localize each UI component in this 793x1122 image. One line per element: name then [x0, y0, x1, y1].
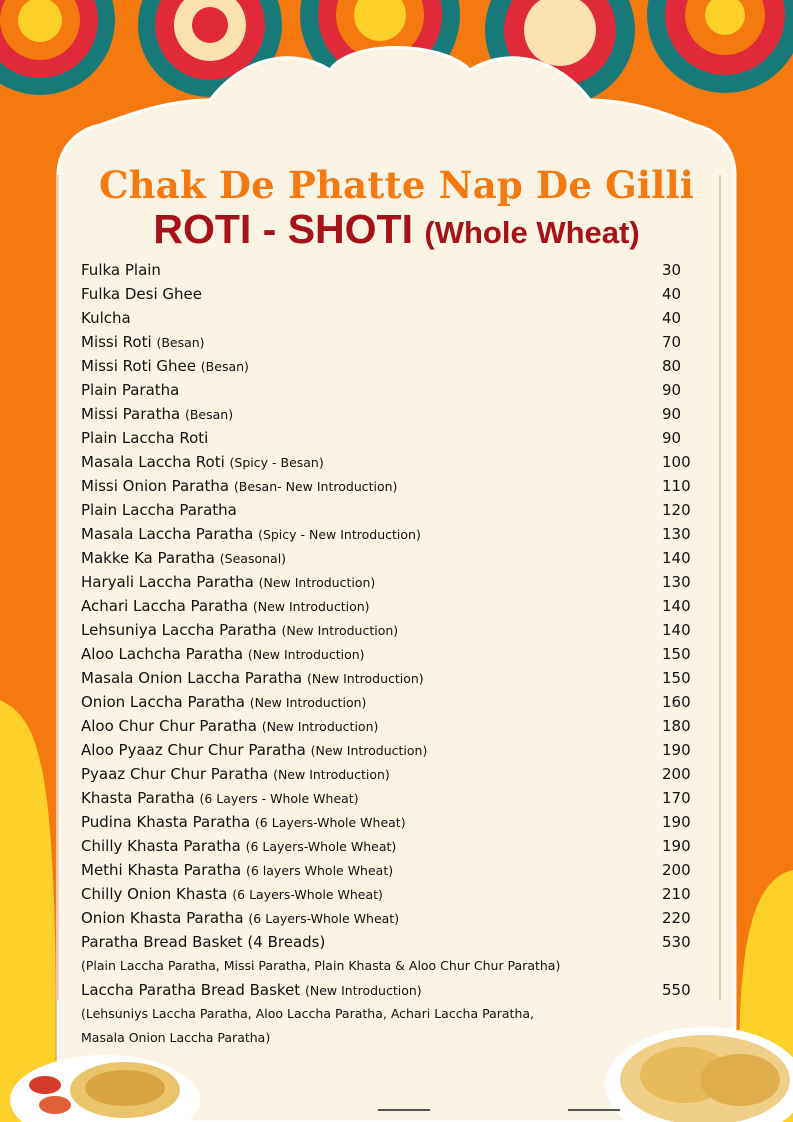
- section-title-text: ROTI - SHOTI: [153, 206, 413, 252]
- menu-item: [81, 714, 696, 738]
- menu-item-note: (Besan- New Introduction): [233, 479, 398, 494]
- menu-item-note: (6 Layers-Whole Wheat): [254, 815, 406, 830]
- menu-item-name: Kulcha: [81, 309, 131, 327]
- menu-item-name: Aloo Pyaaz Chur Chur Paratha: [81, 741, 306, 759]
- menu-item-name: Plain Paratha: [81, 381, 180, 399]
- menu-item: [81, 930, 696, 954]
- menu-item-price: 140: [662, 549, 691, 567]
- menu-item: [81, 978, 696, 1002]
- menu-item: [81, 618, 696, 642]
- menu-item-note: (New Introduction): [273, 767, 390, 782]
- menu-item-price: 550: [662, 981, 691, 999]
- menu-item: [81, 330, 696, 354]
- menu-item: [81, 426, 696, 450]
- menu-item-name: Paratha Bread Basket (4 Breads): [81, 933, 326, 951]
- menu-item-price: 70: [662, 333, 682, 351]
- menu-item: [81, 906, 696, 930]
- menu-item-name: Makke Ka Paratha: [81, 549, 216, 567]
- menu-item-price: 160: [662, 693, 691, 711]
- menu-item-price: 110: [662, 477, 691, 495]
- menu-item: [81, 834, 696, 858]
- menu-item-name: Lehsuniya Laccha Paratha: [81, 621, 277, 639]
- menu-item-name: Masala Onion Laccha Paratha: [81, 669, 303, 687]
- menu-item: [81, 522, 696, 546]
- menu-item-note: (6 Layers - Whole Wheat): [199, 791, 359, 806]
- menu-item-name: Missi Roti Ghee: [81, 357, 197, 375]
- menu-item-name: Aloo Lachcha Paratha: [81, 645, 244, 663]
- menu-item: [81, 306, 696, 330]
- menu-item-price: 530: [662, 933, 691, 951]
- menu-item: [81, 858, 696, 882]
- menu-item-price: 130: [662, 525, 691, 543]
- menu-item-note: (New Introduction): [252, 599, 370, 614]
- menu-item-name: Haryali Laccha Paratha: [81, 573, 259, 591]
- menu-item-price: 150: [662, 669, 691, 687]
- basket-description: (Lehsuniys Laccha Paratha, Aloo Laccha Paratha, Achari Laccha Paratha,: [81, 1006, 535, 1021]
- menu-item: [81, 378, 696, 402]
- menu-item-price: 190: [662, 741, 691, 759]
- menu-item: [81, 690, 696, 714]
- menu-item-name: Chilly Onion Khasta: [81, 885, 228, 903]
- menu-item-note: (6 layers Whole Wheat): [245, 863, 394, 878]
- menu-item: [81, 786, 696, 810]
- basket-description: Masala Onion Laccha Paratha): [81, 1030, 271, 1045]
- menu-item-price: 40: [662, 309, 682, 327]
- menu-item-name: Achari Laccha Paratha: [81, 597, 249, 615]
- restaurant-tagline: Chak De Phatte Nap De Gilli: [99, 163, 694, 207]
- menu-item-name: Onion Laccha Paratha: [81, 693, 245, 711]
- menu-item: [81, 570, 696, 594]
- menu-item-price: 90: [662, 429, 682, 447]
- menu-item-name: Missi Roti: [81, 333, 152, 351]
- menu-item-name: Fulka Plain: [81, 261, 161, 279]
- menu-item: [81, 594, 696, 618]
- menu-item-price: 140: [662, 621, 691, 639]
- menu-item-name: Onion Khasta Paratha: [81, 909, 244, 927]
- menu-item-name: Chilly Khasta Paratha: [81, 837, 241, 855]
- menu-item-note: (New Introduction): [247, 647, 365, 662]
- menu-item-price: 100: [662, 453, 691, 471]
- menu-item-price: 90: [662, 405, 682, 423]
- menu-item-price: 30: [662, 261, 682, 279]
- menu-item-price: 190: [662, 813, 691, 831]
- menu-item-note: (New Introduction): [258, 575, 376, 590]
- menu-item-note: (New Introduction): [261, 719, 379, 734]
- menu-item-note: (6 Layers-Whole Wheat): [245, 839, 397, 854]
- menu-item-price: 190: [662, 837, 691, 855]
- menu-item-note: (Besan): [184, 407, 234, 422]
- menu-item-price: 220: [662, 909, 691, 927]
- menu-item-note: (New Introduction): [249, 695, 367, 710]
- menu-item-price: 150: [662, 645, 691, 663]
- menu-item: [81, 738, 696, 762]
- menu-item-note: (New Introduction): [310, 743, 428, 758]
- menu-item: [81, 498, 696, 522]
- menu-item-price: 200: [662, 861, 691, 879]
- menu-item-name: Aloo Chur Chur Paratha: [81, 717, 257, 735]
- menu-item-name: Missi Onion Paratha: [81, 477, 230, 495]
- menu-item-price: 40: [662, 285, 682, 303]
- menu-item: [81, 258, 696, 282]
- section-subtitle: (Whole Wheat): [424, 215, 640, 250]
- menu-item: [81, 882, 696, 906]
- menu-item: [81, 450, 696, 474]
- menu-item-name: Masala Laccha Roti: [81, 453, 225, 471]
- menu-item-note: (Besan): [200, 359, 249, 374]
- menu-item-note: (Spicy - Besan): [229, 455, 324, 470]
- menu-item: [81, 402, 696, 426]
- menu-item-note: (Besan): [156, 335, 205, 350]
- menu-list: [81, 258, 696, 1050]
- menu-item-price: 170: [662, 789, 691, 807]
- menu-item-name: Laccha Paratha Bread Basket: [81, 981, 301, 999]
- menu-item: [81, 546, 696, 570]
- menu-item-name: Plain Laccha Paratha: [81, 501, 237, 519]
- menu-item: [81, 810, 696, 834]
- menu-item: [81, 354, 696, 378]
- menu-item: [81, 642, 696, 666]
- menu-item-note: (New Introduction): [304, 983, 422, 998]
- menu-item-name: Missi Paratha: [81, 405, 181, 423]
- basket-description: (Plain Laccha Paratha, Missi Paratha, Plain Khasta & Aloo Chur Chur Paratha): [81, 958, 561, 973]
- menu-item-price: 210: [662, 885, 691, 903]
- menu-item-name: Pudina Khasta Paratha: [81, 813, 251, 831]
- menu-item-name: Masala Laccha Paratha: [81, 525, 254, 543]
- menu-item-name: Pyaaz Chur Chur Paratha: [81, 765, 269, 783]
- menu-item: [81, 666, 696, 690]
- menu-item-price: 180: [662, 717, 691, 735]
- section-title: [0, 206, 793, 253]
- menu-item-price: 130: [662, 573, 691, 591]
- menu-item-price: 120: [662, 501, 691, 519]
- menu-item-name: Fulka Desi Ghee: [81, 285, 202, 303]
- menu-item-note: (Seasonal): [219, 551, 287, 566]
- menu-item-price: 140: [662, 597, 691, 615]
- menu-item-note: (6 Layers-Whole Wheat): [248, 911, 400, 926]
- menu-item-note: (New Introduction): [281, 623, 399, 638]
- menu-item: [81, 474, 696, 498]
- menu-item-note: (New Introduction): [307, 671, 424, 686]
- menu-item-price: 200: [662, 765, 691, 783]
- menu-item-price: 90: [662, 381, 682, 399]
- menu-item-note: (Spicy - New Introduction): [258, 527, 421, 542]
- menu-item-price: 80: [662, 357, 682, 375]
- menu-item-name: Khasta Paratha: [81, 789, 195, 807]
- menu-item: [81, 762, 696, 786]
- menu-item: [81, 282, 696, 306]
- menu-item-note: (6 Layers-Whole Wheat): [232, 887, 383, 902]
- menu-item-name: Methi Khasta Paratha: [81, 861, 242, 879]
- menu-item-name: Plain Laccha Roti: [81, 429, 209, 447]
